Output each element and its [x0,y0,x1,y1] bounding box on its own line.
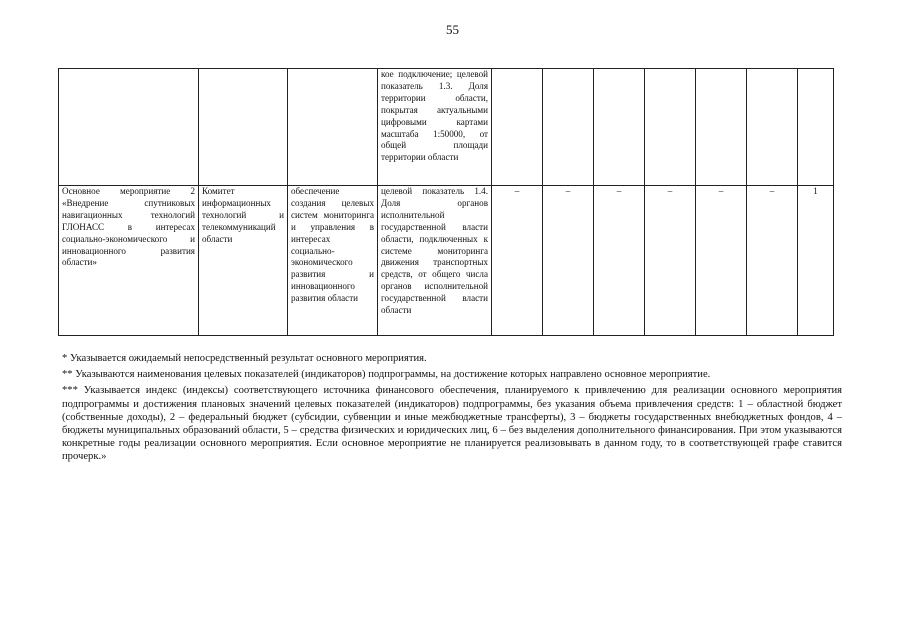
year-cell [594,69,645,186]
year-cell: – [594,186,645,336]
footnotes [62,352,842,467]
executor-cell: Комитет информационных технологий и телекоммуникаций области [199,186,288,336]
indicator-cell: кое подключение; целевой показатель 1.3. Доля территории области, покрытая актуальными цифровыми картами масштаба 1:50000, от общей площади территории области [378,69,492,186]
program-events-table [58,68,834,336]
footnote: ** Указываются наименования целевых показателей (индикаторов) подпрограммы, на достижение которых направлено основное мероприятие. [62,369,711,381]
footnote: *** Указывается индекс (индексы) соответствующего источника финансового обеспечения, планируемого к привлечению для реализации основного мероприятия подпрограммы и достижения плановых значений целевых показателей (индикаторов) подпрограммы, без указания объема привлечения средств: 1 – областной бюджет (собственные доходы), 2 – федеральный бюджет (субсидии, субвенции и иные межбюджетные трансферты), 3 – бюджеты государственных внебюджетных фондов, 4 – бюджеты муниципальных образований области, 5 – средства физических и юридических лиц, 6 – без выделения дополнительного финансирования. При этом указываются конкретные годы реализации основного мероприятия. Если основное мероприятие не планируется реализовывать в данном году, то в соответствующей графе ставится прочерк.» [62,385,842,463]
year-cell [492,69,543,186]
event-cell: Основное мероприятие 2 «Внедрение спутниковых навигационных технологий ГЛОНАСС в интересах социально-экономического и инновационного развития области» [59,186,199,336]
year-cell: – [492,186,543,336]
table-row [59,69,834,186]
year-cell: – [696,186,747,336]
page-number: 55 [446,22,459,37]
table-row [59,186,834,336]
year-cell: – [543,186,594,336]
event-cell [59,69,199,186]
executor-cell [199,69,288,186]
year-cell: – [747,186,798,336]
indicator-cell: целевой показатель 1.4. Доля органов исполнительной государственной власти области, подключенных к системе мониторинга движения транспортных средств, от общего числа органов исполнительной государственной власти области [378,186,492,336]
year-cell [543,69,594,186]
result-cell: обеспечение создания целевых систем мониторинга и управления в интересах социально-экономического развития и инновационного развития области [288,186,378,336]
year-cell [645,69,696,186]
footnote: * Указывается ожидаемый непосредственный результат основного мероприятия. [62,353,427,364]
source-cell: 1 [798,186,834,336]
year-cell [747,69,798,186]
source-cell [798,69,834,186]
result-cell [288,69,378,186]
year-cell: – [645,186,696,336]
year-cell [696,69,747,186]
